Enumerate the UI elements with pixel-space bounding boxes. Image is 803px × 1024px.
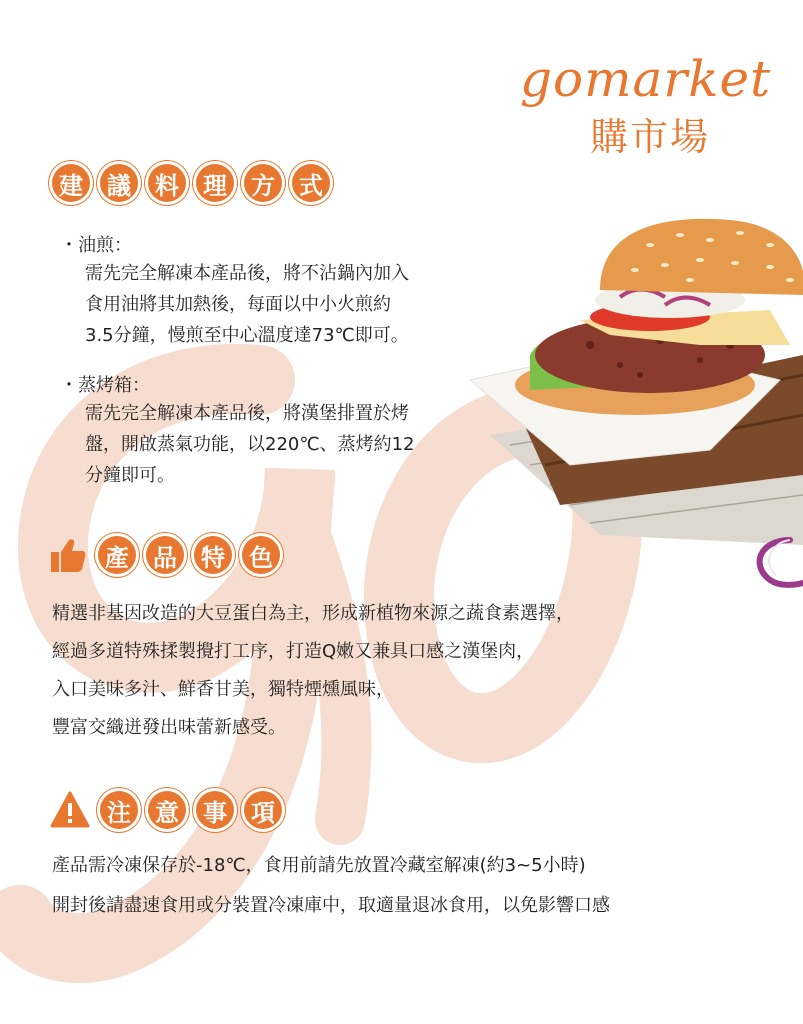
feature-line: 豐富交織迸發出味蕾新感受。 [52,717,286,738]
title-char: 建 [52,164,90,202]
instruction-line: 3.5分鐘，慢煎至中心溫度達73℃即可。 [85,325,409,346]
note-line: 開封後請盡速食用或分裝置冷凍庫中，取適量退冰食用，以免影響口感 [52,895,610,916]
feature-line: 入口美味多汁、鮮香甘美，獨特煙燻風味， [52,679,394,700]
title-char: 特 [194,536,232,574]
title-char: 事 [196,791,234,829]
onion-ring-image [740,535,803,590]
cooking-section-title [52,164,330,202]
title-char: 方 [244,164,282,202]
steam-oven-instructions [85,398,414,491]
logo-chinese-text: 購市場 [590,115,711,159]
steam-oven-label: ・蒸烤箱： [60,375,150,396]
title-char: 理 [196,164,234,202]
warning-icon [50,790,90,830]
title-char: 式 [292,164,330,202]
instruction-line: 需先完全解凍本產品後，將不沾鍋內加入 [85,263,409,284]
title-char: 品 [146,536,184,574]
title-char: 產 [98,536,136,574]
note-line: 產品需冷凍保存於-18℃，食用前請先放置冷藏室解凍(約3~5小時) [52,855,586,876]
title-char: 料 [148,164,186,202]
instruction-line: 需先完全解凍本產品後，將漢堡排置於烤 [85,403,409,424]
instruction-line: 分鐘即可。 [85,465,175,486]
title-char: 意 [148,791,186,829]
thumbs-up-icon [48,535,88,575]
pan-fry-instructions [85,258,409,351]
features-section-title [48,535,280,575]
feature-line: 精選非基因改造的大豆蛋白為主，形成新植物來源之蔬食素選擇， [52,603,574,624]
brand-logo [520,50,770,160]
title-char: 色 [242,536,280,574]
feature-line: 經過多道特殊揉製攪打工序，打造Q嫩又兼具口感之漢堡肉， [52,641,535,662]
pan-fry-label: ・油煎： [60,235,132,256]
instruction-line: 盤，開啟蒸氣功能，以220℃、蒸烤約12 [85,434,415,455]
instruction-line: 食用油將其加熱後，每面以中小火煎約 [85,294,391,315]
notes-body [52,846,610,926]
logo-english-text: gomarket [520,50,772,108]
features-body [52,595,574,747]
title-char: 議 [100,164,138,202]
notes-section-title [50,790,282,830]
title-char: 注 [100,791,138,829]
title-char: 項 [244,791,282,829]
